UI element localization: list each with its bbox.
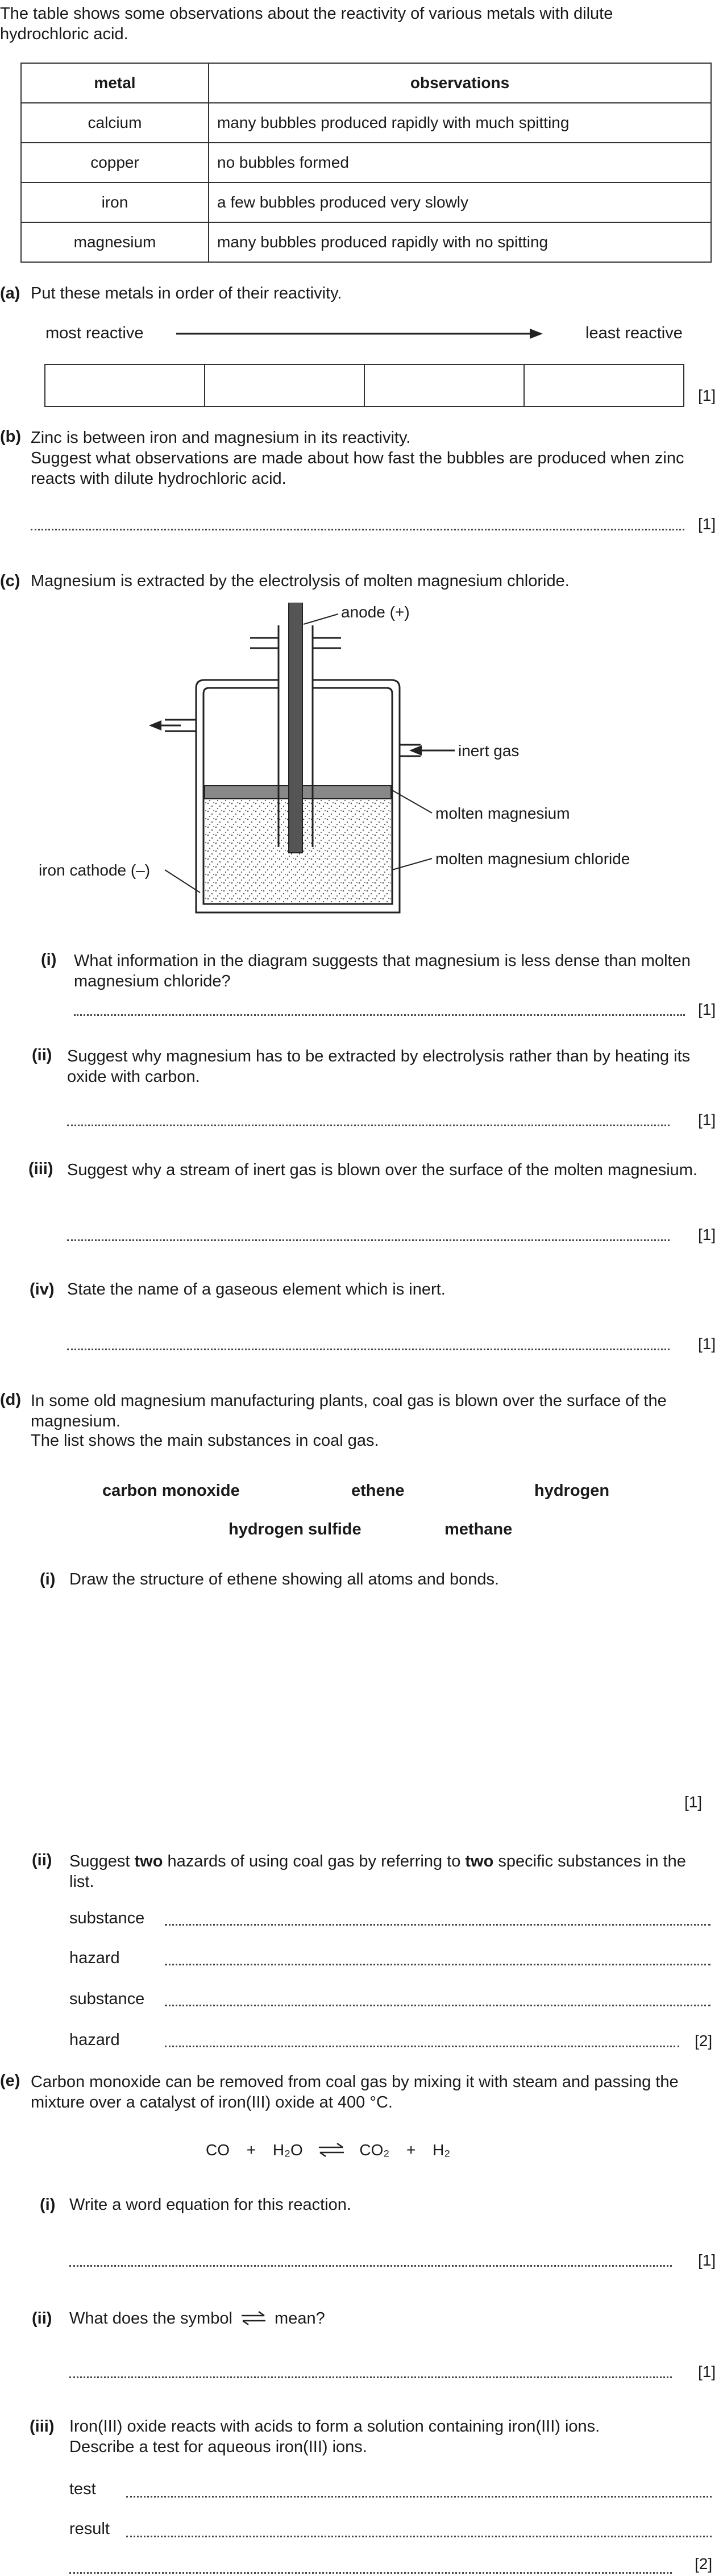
question-e-i-text: Write a word equation for this reaction. xyxy=(69,2196,351,2214)
text-segment: Suggest xyxy=(69,1852,135,1870)
observation-cell: many bubbles produced rapidly with much spitting xyxy=(209,103,711,143)
least-reactive-label: least reactive xyxy=(585,324,683,342)
answer-line-c-iii[interactable] xyxy=(67,1239,670,1241)
text-bold: two xyxy=(134,1852,163,1870)
electrolysis-diagram xyxy=(0,603,723,921)
equilibrium-arrow-icon xyxy=(318,2143,345,2158)
gas-hydrogen-sulfide: hydrogen sulfide xyxy=(228,1520,362,1538)
observation-cell: many bubbles produced rapidly with no spitting xyxy=(209,222,711,262)
question-e-iii-line2: Describe a test for aqueous iron(III) ions. xyxy=(69,2438,367,2456)
question-a-text: Put these metals in order of their reactivity. xyxy=(31,284,342,302)
mark-a: [1] xyxy=(698,387,716,404)
question-d-i-label: (i) xyxy=(40,1570,56,1588)
table-row xyxy=(21,222,711,262)
eq-plus: + xyxy=(406,2141,416,2159)
question-e-ii-label: (ii) xyxy=(32,2309,52,2328)
question-c-iv-text: State the name of a gaseous element which is inert. xyxy=(67,1280,446,1299)
reactivity-answer-boxes[interactable] xyxy=(44,364,684,407)
reactivity-arrow xyxy=(171,325,546,342)
question-c-i-text: What information in the diagram suggests that magnesium is less dense than molten magnesium chloride? xyxy=(74,952,691,990)
question-e-i-label: (i) xyxy=(40,2196,56,2214)
answer-line-substance-1[interactable] xyxy=(165,1924,710,1926)
text-segment: hazards of using coal gas by referring to xyxy=(163,1852,466,1870)
text-segment: specific substances in the list. xyxy=(69,1852,686,1891)
mark-c-iv: [1] xyxy=(698,1335,716,1353)
molten-magnesium-label: molten magnesium xyxy=(435,804,570,822)
table-header-metal: metal xyxy=(21,63,209,103)
mark-d-ii: [2] xyxy=(695,2032,713,2050)
question-d-line2: The list shows the main substances in coal gas. xyxy=(31,1432,379,1450)
answer-line-b[interactable] xyxy=(31,529,684,530)
answer-line-e-ii[interactable] xyxy=(69,2376,672,2378)
molten-magnesium-chloride-label: molten magnesium chloride xyxy=(435,850,630,868)
mark-e-i: [1] xyxy=(698,2251,716,2269)
answer-line-c-ii[interactable] xyxy=(67,1125,670,1126)
table-row xyxy=(21,103,711,143)
question-c-ii-text: Suggest why magnesium has to be extracted by electrolysis rather than by heating its oxide with carbon. xyxy=(67,1047,691,1086)
answer-line-hazard-2[interactable] xyxy=(165,2046,679,2047)
equation xyxy=(206,2141,450,2159)
answer-line-result-2[interactable] xyxy=(69,2572,672,2574)
question-c-letter: (c) xyxy=(0,572,20,590)
eq-h2: H₂ xyxy=(433,2141,451,2159)
hazard-label-1: hazard xyxy=(69,1949,120,1967)
answer-line-test[interactable] xyxy=(126,2496,712,2498)
eq-plus: + xyxy=(246,2141,256,2159)
substance-label-1: substance xyxy=(69,1909,145,1927)
answer-box[interactable] xyxy=(525,365,683,406)
question-b-line1: Zinc is between iron and magnesium in its reactivity. xyxy=(31,429,411,447)
answer-line-hazard-1[interactable] xyxy=(165,1964,710,1965)
mark-e-ii: [1] xyxy=(698,2363,716,2380)
question-e-letter: (e) xyxy=(0,2072,20,2090)
substance-label-2: substance xyxy=(69,1990,145,2008)
question-e-text: Carbon monoxide can be removed from coal gas by mixing it with steam and passing the mixture over a catalyst of iron(III) oxide at 400 °C. xyxy=(31,2073,679,2112)
metal-cell: magnesium xyxy=(21,222,209,262)
eq-co2: CO₂ xyxy=(359,2141,390,2159)
table-row xyxy=(21,182,711,222)
iron-cathode-label: iron cathode (–) xyxy=(39,861,151,879)
mark-e-iii: [2] xyxy=(695,2555,713,2573)
question-d-line1: In some old magnesium manufacturing plants, coal gas is blown over the surface of the magnesium. xyxy=(31,1392,667,1430)
observations-table xyxy=(20,63,712,263)
metal-cell: copper xyxy=(21,143,209,182)
gas-hydrogen: hydrogen xyxy=(534,1482,610,1500)
question-d-ii-label: (ii) xyxy=(32,1851,52,1869)
question-c-ii-label: (ii) xyxy=(32,1046,52,1064)
mark-b: [1] xyxy=(698,515,716,533)
text-bold: two xyxy=(465,1852,494,1870)
mark-d-i: [1] xyxy=(684,1793,703,1811)
gas-carbon-monoxide: carbon monoxide xyxy=(102,1482,240,1500)
answer-line-e-i[interactable] xyxy=(69,2265,672,2267)
gas-ethene: ethene xyxy=(351,1482,405,1500)
question-c-iii-text: Suggest why a stream of inert gas is blown over the surface of the molten magnesium. xyxy=(67,1161,697,1179)
drawing-area[interactable] xyxy=(69,1603,683,1785)
text-segment: What does the symbol xyxy=(69,2309,232,2328)
text-segment: mean? xyxy=(275,2309,325,2328)
question-b-letter: (b) xyxy=(0,428,22,446)
question-a-letter: (a) xyxy=(0,284,20,302)
mark-c-iii: [1] xyxy=(698,1226,716,1243)
question-d-ii-text xyxy=(69,1851,714,1892)
question-d-i-text: Draw the structure of ethene showing all atoms and bonds. xyxy=(69,1570,500,1588)
equilibrium-symbol-icon xyxy=(240,2311,267,2326)
question-e-ii-text xyxy=(69,2309,325,2328)
question-c-iii-label: (iii) xyxy=(28,1160,53,1178)
table-row xyxy=(21,143,711,182)
question-d-letter: (d) xyxy=(0,1391,22,1409)
mark-c-ii: [1] xyxy=(698,1111,716,1129)
answer-line-result[interactable] xyxy=(126,2536,712,2537)
answer-line-c-iv[interactable] xyxy=(67,1349,670,1350)
answer-box[interactable] xyxy=(45,365,205,406)
question-b-line2: Suggest what observations are made about how fast the bubbles are produced when zinc reacts with dilute hydrochloric acid. xyxy=(31,449,684,488)
question-c-i-label: (i) xyxy=(41,951,57,969)
metal-cell: iron xyxy=(21,182,209,222)
metal-cell: calcium xyxy=(21,103,209,143)
question-e-iii-line1: Iron(III) oxide reacts with acids to form a solution containing iron(III) ions. xyxy=(69,2417,600,2436)
table-header-observations: observations xyxy=(209,63,711,103)
anode-label: anode (+) xyxy=(341,603,410,621)
observation-cell: a few bubbles produced very slowly xyxy=(209,182,711,222)
most-reactive-label: most reactive xyxy=(45,324,144,342)
result-label: result xyxy=(69,2520,110,2538)
answer-line-c-i[interactable] xyxy=(74,1014,685,1016)
table-header-row xyxy=(21,63,711,103)
gas-methane: methane xyxy=(444,1520,513,1538)
mark-c-i: [1] xyxy=(698,1001,716,1018)
test-label: test xyxy=(69,2480,96,2498)
eq-co: CO xyxy=(206,2141,230,2159)
observation-cell: no bubbles formed xyxy=(209,143,711,182)
answer-box[interactable] xyxy=(205,365,365,406)
answer-box[interactable] xyxy=(365,365,525,406)
question-c-text: Magnesium is extracted by the electrolysis of molten magnesium chloride. xyxy=(31,572,570,590)
inert-gas-label: inert gas xyxy=(458,742,520,760)
question-e-iii-label: (iii) xyxy=(30,2417,55,2436)
intro-text: The table shows some observations about the reactivity of various metals with dilute hydrochloric acid. xyxy=(0,5,613,43)
question-c-iv-label: (iv) xyxy=(30,1280,55,1299)
eq-h2o: H₂O xyxy=(272,2141,303,2159)
answer-line-substance-2[interactable] xyxy=(165,2005,710,2006)
hazard-label-2: hazard xyxy=(69,2031,120,2049)
